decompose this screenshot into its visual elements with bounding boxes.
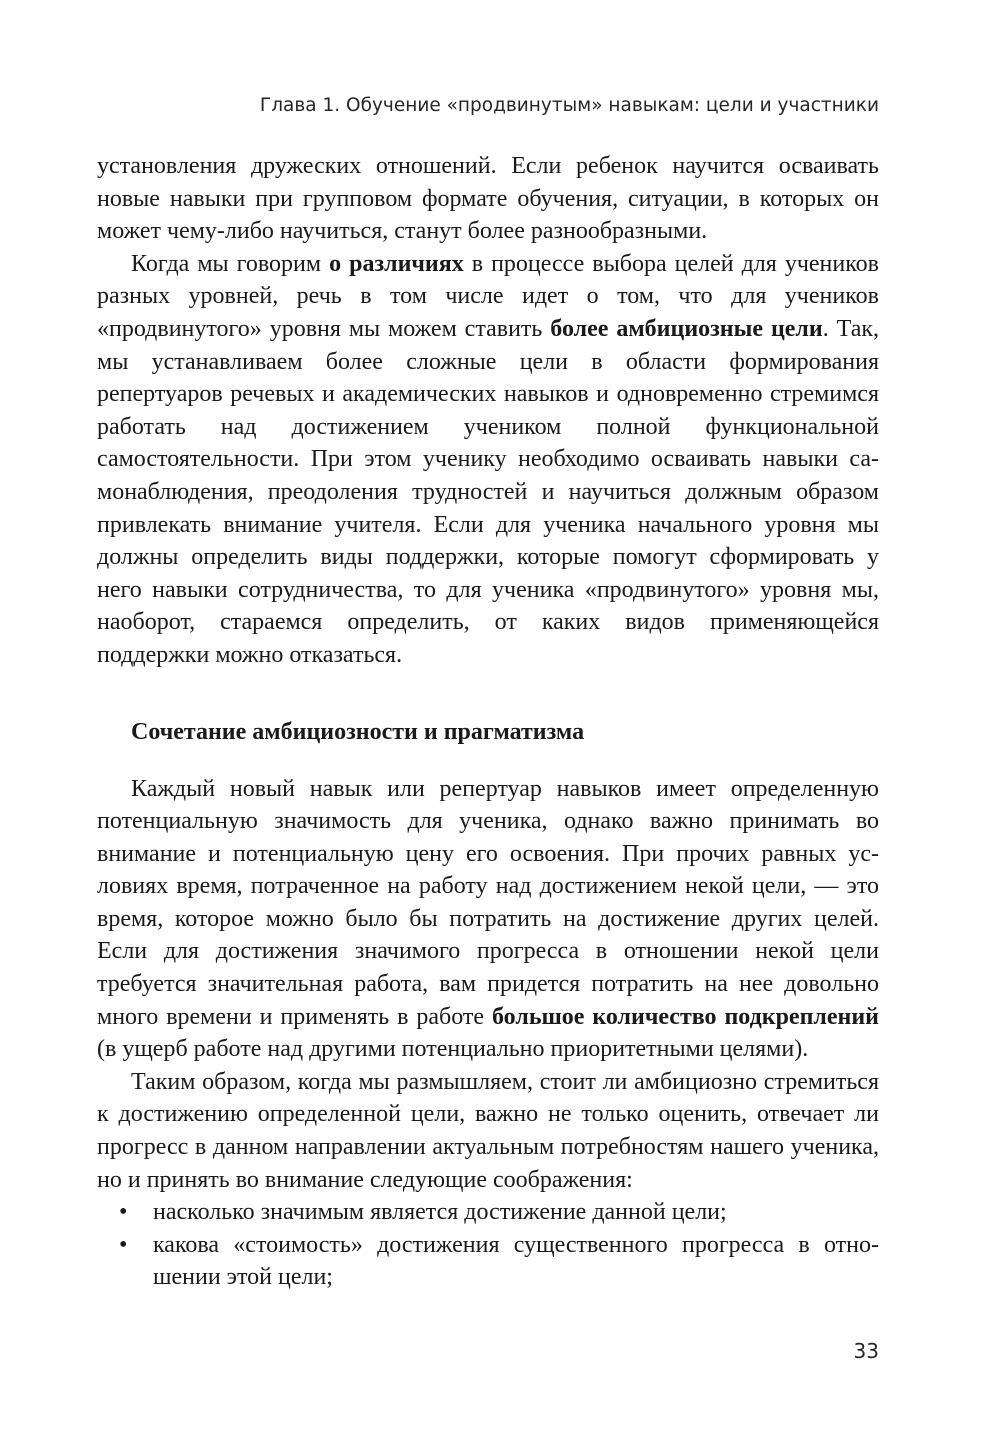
list-item-text: какова «стоимость» достижения существенного прогресса в отношении этой цели; [153, 1231, 879, 1291]
running-header: Глава 1. Обучение «продвинутым» навыкам: цели и участники [259, 95, 879, 116]
bullet-marker: • [119, 1199, 128, 1226]
list-item [119, 1196, 879, 1229]
paragraph-continuation: установления дружеских отношений. Если ребенок научится осваивать новые навыки при групповом формате обучения, ситуации, в которых он может чему-либо научиться, станут более разнообразными. [97, 153, 879, 245]
bold-term-reinforcements: большое количество подкреплений [491, 1003, 879, 1030]
paragraph-differences [97, 248, 879, 672]
considerations-list [97, 1196, 879, 1294]
text-run: Каждый новый навык или репертуар навыков имеет определенную потенциальную значимость для ученика, однако важно принимать во внимание и потенциальную цену его освоения. При прочих равных условиях время, потраченное на работу над достижением некой цели, — это время, которое можно было бы потратить на достижение других целей. Если для достижения значимого прогресса в отношении некой цели требуется значительная работа, вам придется потратить на нее довольно много времени и применять в работе [97, 775, 879, 1030]
bold-term-ambitious-goals: более амбициозные цели [550, 315, 823, 342]
text-run: (в ущерб работе над другими потенциально приоритетными целями). [97, 1036, 809, 1063]
bullet-marker: • [119, 1231, 128, 1258]
text-run: в процессе выбора целей для учеников разных уровней, речь в том числе идет о том, что для учеников «продвинутого» уровня мы можем ставить [97, 250, 879, 342]
section-heading: Сочетание амбициозности и прагматизма [131, 718, 585, 745]
page-number: 33 [853, 1339, 879, 1363]
list-item [119, 1229, 879, 1294]
bold-term-differences: о различиях [329, 250, 464, 277]
text-run: Когда мы говорим [131, 250, 330, 277]
paragraph-considerations: Таким образом, когда мы размышляем, стоит ли амбициозно стремиться к достижению определенной цели, важно не только оценить, отвечает ли прогресс в данном направлении актуальным потребностям нашего ученика, но и принять во внимание следующие соображения: [97, 1068, 879, 1193]
list-item-text: насколько значимым является достижение данной цели; [153, 1199, 727, 1226]
body-text [97, 150, 879, 1294]
paragraph-skill-cost [97, 773, 879, 1066]
text-run: . Так, мы устанавливаем более сложные цели в области формирования репертуаров речевых и академических навыков и одновременно стремимся работать над достижением учеником полной функциональной самостоятельности. При этом ученику необходимо осваивать навыки самонаблюдения, преодоления трудностей и научиться должным образом привлекать внимание учителя. Если для ученика начального уровня мы должны определить виды поддержки, которые помогут сформировать у него навыки сотрудничества, то для ученика «продвинутого» уровня мы, наоборот, стараемся определить, от каких видов применяющейся поддержки можно отказаться. [97, 315, 880, 668]
